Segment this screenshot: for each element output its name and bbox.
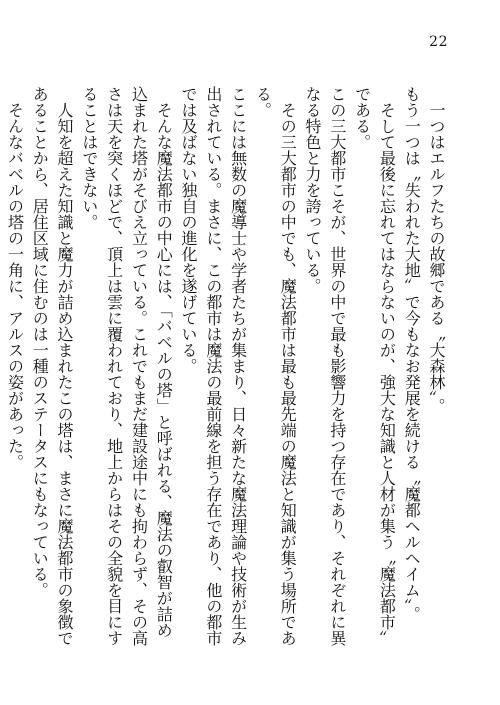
paragraph: その三大都市の中でも、魔法都市は最も最先端の魔法と知識が集う場所である。 bbox=[253, 86, 298, 646]
paragraph: 一つはエルフたちの故郷である〝大森林〟。 bbox=[427, 102, 446, 414]
paragraph: ここには無数の魔導士や学者たちが集まり、日々新たな魔法理論や技術が生み出されている。まさに、この都市は魔法の最前線を担う存在であり、他の都市では及ばない独自の進化を遂げている。 bbox=[179, 86, 248, 646]
page-number: 22 bbox=[429, 34, 448, 50]
paragraph: 人知を超えた知識と魔力が詰め込まれたこの塔は、まさに魔法都市の象徴であることから、居住区域に住むのは一種のステータスにもなっている。 bbox=[30, 86, 75, 646]
paragraph: そんなバベルの塔の一角に、アルスの姿があった。 bbox=[5, 102, 25, 470]
paragraph: もう一つは〝失われた大地〟で今もなお発展を続ける〝魔都ヘルヘイム〟。 bbox=[402, 86, 422, 622]
paragraph: そして最後に忘れてはならないのが、強大な知識と人材が集う〝魔法都市〟である。 bbox=[352, 86, 397, 646]
vertical-text-body bbox=[5, 86, 448, 646]
paragraph: この三大都市こそが、世界の中で最も影響力を持つ存在であり、それぞれに異なる特色と力を誇っている。 bbox=[303, 86, 347, 646]
paragraph: そんな魔法都市の中心には、「バベルの塔」と呼ばれる、魔法の叡智が詰め込まれた塔がそびえ立っている。これでもまだ建設途中にも拘わらず、その高さは天を突くほどで、頂上は雲に覆われており、地上からはその全貌を目にすることはできない。 bbox=[79, 86, 174, 646]
paragraph bbox=[0, 86, 2, 646]
